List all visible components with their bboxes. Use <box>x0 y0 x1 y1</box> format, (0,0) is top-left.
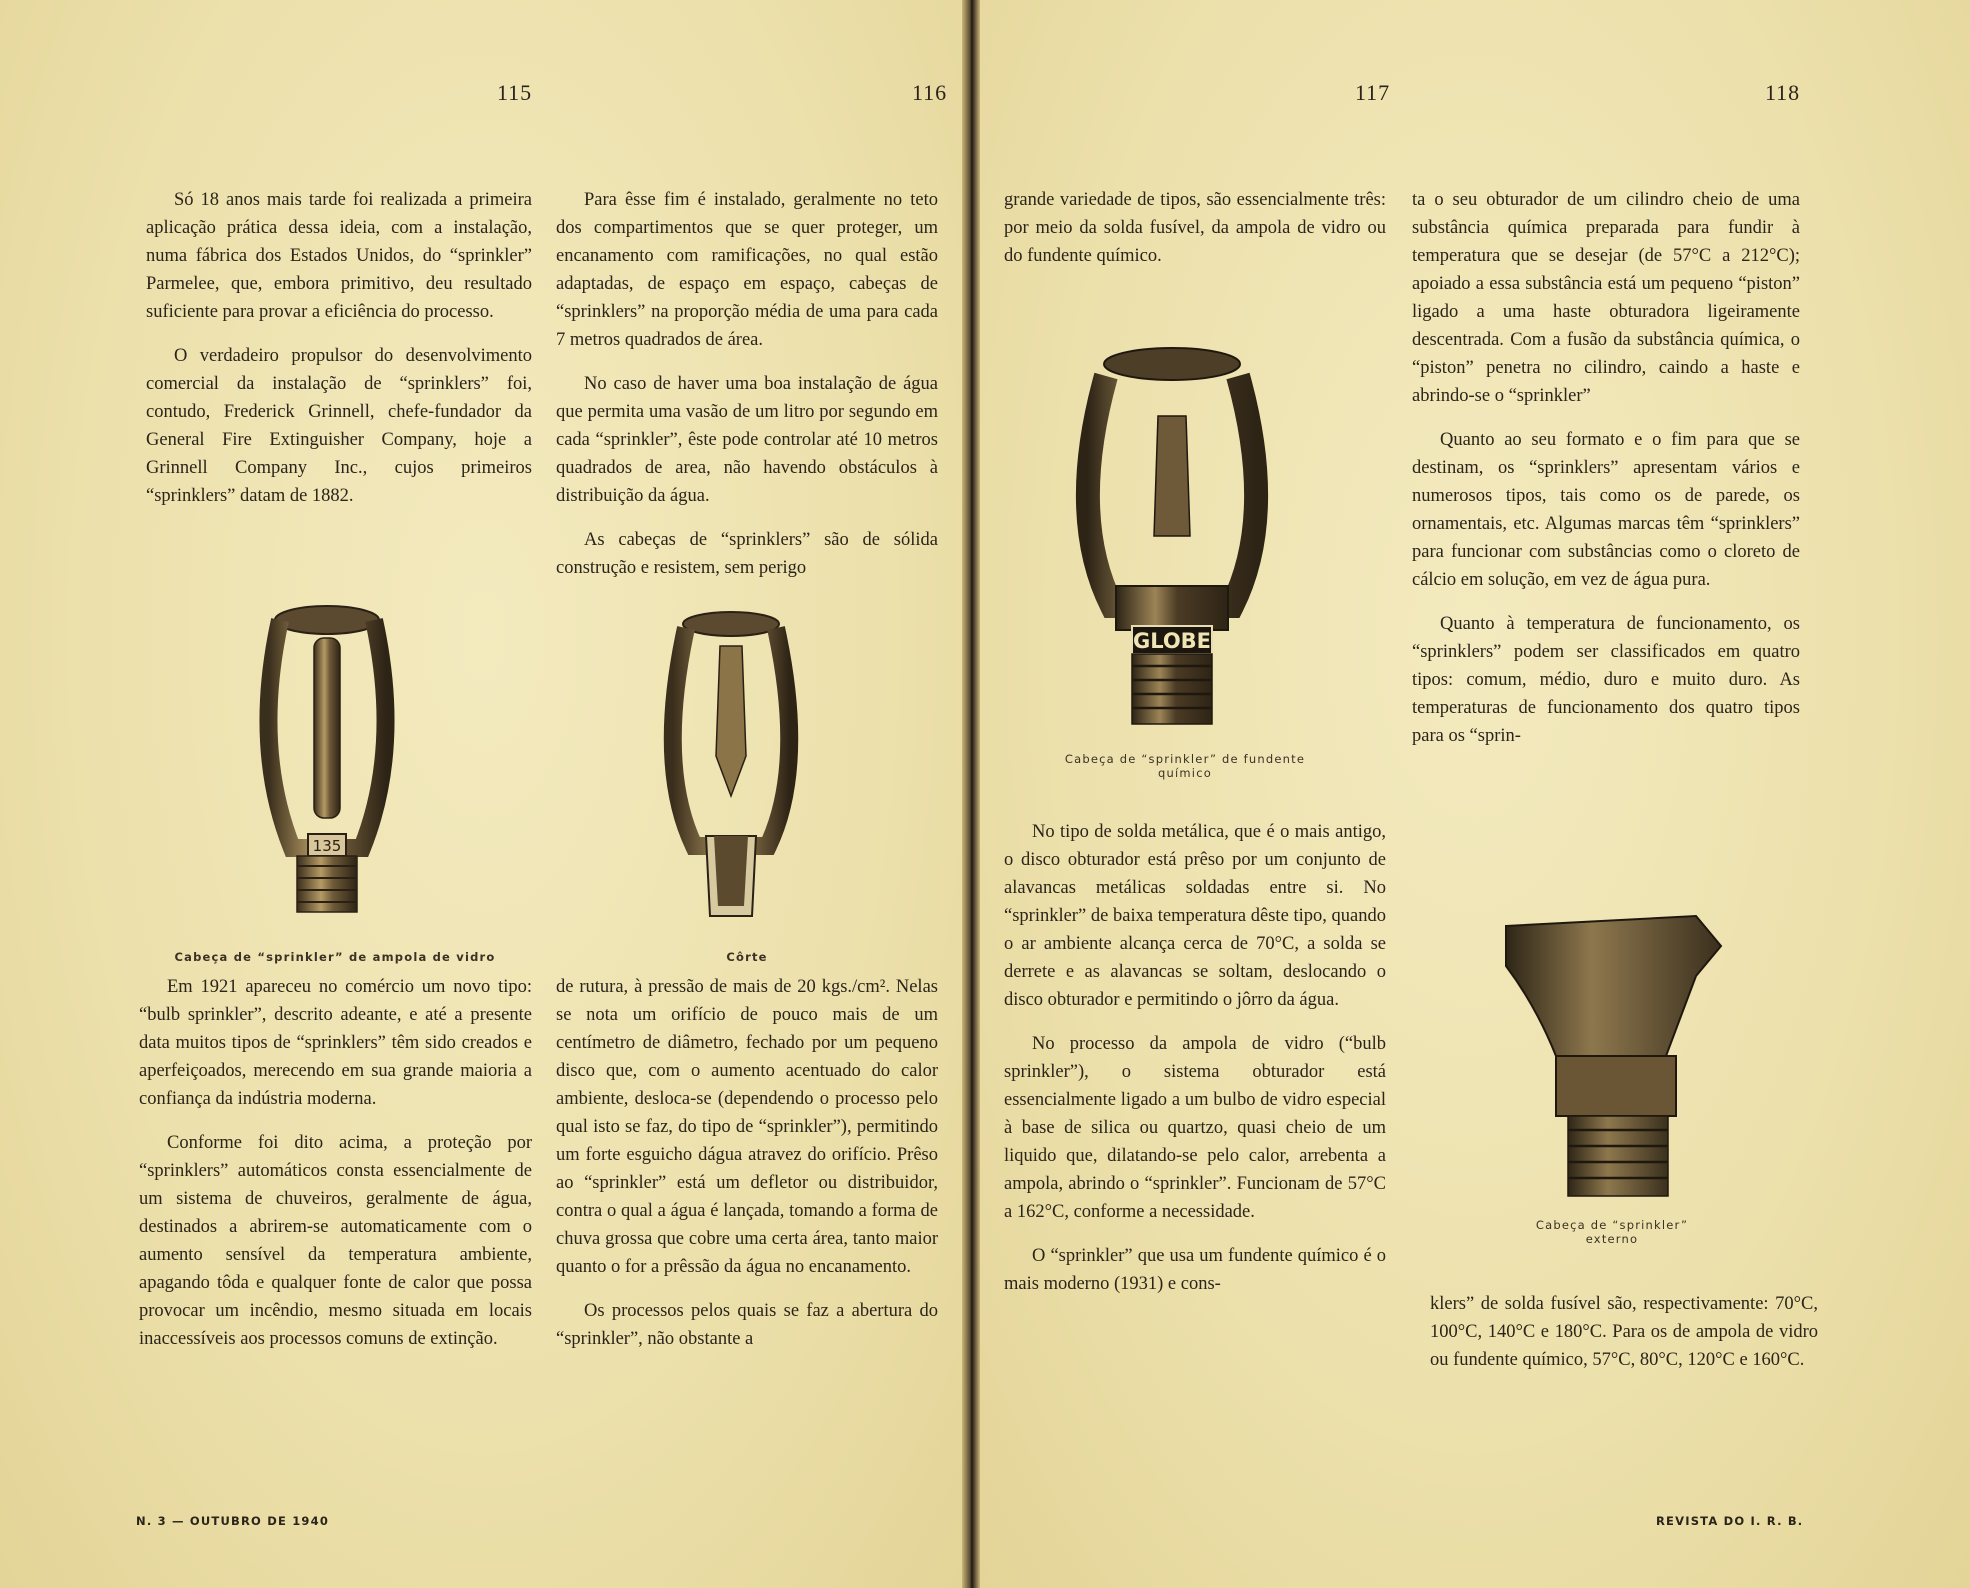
page-number-115: 115 <box>497 80 533 105</box>
footer-journal: REVISTA DO I. R. B. <box>1656 1514 1804 1528</box>
external-sprinkler-figure <box>1496 906 1726 1206</box>
caption-corte: Côrte <box>726 950 768 964</box>
paragraph: No processo da ampola de vidro (“bulb sprinkler”), o sistema obturador está essencialmente ligado a um bulbo de vidro especial à base de silica ou quartzo, quasi cheio de um liquido que, dilatando-se pelo calor, arrebenta a ampola, abrindo o “sprinkler”. Funcionam de 57°C a 162°C, conforme a necessidade. <box>1004 1034 1386 1222</box>
column-118-bottom <box>1430 1290 1818 1390</box>
column-117-bottom <box>1004 818 1386 1314</box>
paragraph: No tipo de solda metálica, que é o mais antigo, o disco obturador está prêso por um conjunto de alavancas metálicas soldadas entre si. No “sprinkler” de baixa temperatura dêste tipo, quando o ar ambiente alcança cerca de 70°C, a solda se derrete e as alavancas se soltam, deslocando o disco obturador e permitindo o jôrro da água. <box>1004 822 1386 1010</box>
column-115-top <box>146 186 532 526</box>
sprinkler-cutaway-figure <box>656 606 806 926</box>
page-number-116: 116 <box>912 80 948 105</box>
paragraph: Quanto ao seu formato e o fim para que se destinam, os “sprinklers” apresentam vários e numerosos tipos, tais como os de parede, os ornamentais, etc. Algumas marcas têm “sprinklers” para funcionar com substâncias como o cloreto de cálcio em solução, em vez de água pura. <box>1412 430 1800 590</box>
paragraph: de rutura, à pressão de mais de 20 kgs./cm². Nelas se nota um orifício de pouco mais de um centímetro de diâmetro, fechado por um pequeno disco que, com o aumento acentuado do calor ambiente, desloca-se (dependendo o processo pelo qual isto se faz, do tipo de “sprinkler”), permitindo um forte esguicho dágua atravez do orifício. Prêso ao “sprinkler” está um defletor ou distribuidor, contra o qual a água é lançada, tomando a forma de chuva grossa que cobre uma certa área, tanto maior quanto o for a prêssão da água no encanamento. <box>556 977 938 1277</box>
caption-chemical-sprinkler: Cabeça de “sprinkler” de fundente químico <box>1064 752 1306 780</box>
paragraph: Quanto à temperatura de funcionamento, os “sprinklers” podem ser classificados em quatro tipos: comum, médio, duro e muito duro. As temperaturas de funcionamento dos quatro tipos para os “sprin- <box>1412 614 1800 746</box>
paragraph: Conforme foi dito acima, a proteção por “sprinklers” automáticos consta essencialmente de um sistema de chuveiros, geralmente de água, destinados a abrirem-se automaticamente com o aumento sensível da temperatura ambiente, apagando tôda e qualquer fonte de calor que possa provocar um incêndio, mesmo situada em locais inaccessíveis aos processos comuns de extinção. <box>139 1133 532 1349</box>
bulb-sprinkler-figure <box>252 598 402 918</box>
paragraph: ta o seu obturador de um cilindro cheio de uma substância química preparada para fundir à temperatura que se desejar (de 57°C a 212°C); apoiado a essa substância está um pequeno “piston” ligado a uma haste obturadora ligeiramente descentrada. Com a fusão da substância química, o “piston” penetra no cilindro, caindo a haste e abrindo-se o “sprinkler” <box>1412 190 1800 406</box>
paragraph: O verdadeiro propulsor do desenvolvimento comercial da instalação de “sprinklers” foi, contudo, Frederick Grinnell, chefe-fundador da General Fire Extinguisher Company, hoje a Grinnell Company Inc., cujos primeiros “sprinklers” datam de 1882. <box>146 346 532 506</box>
caption-external-sprinkler: Cabeça de “sprinkler” externo <box>1535 1218 1689 1246</box>
page-number-117: 117 <box>1355 80 1391 105</box>
column-117-top <box>1004 186 1386 286</box>
page-number-118: 118 <box>1765 80 1801 105</box>
paragraph: grande variedade de tipos, são essencialmente três: por meio da solda fusível, da ampola de vidro ou do fundente químico. <box>1004 190 1386 266</box>
column-116-bottom <box>556 973 938 1369</box>
column-118-top <box>1412 186 1800 766</box>
book-gutter <box>962 0 980 1588</box>
paragraph: Só 18 anos mais tarde foi realizada a primeira aplicação prática dessa ideia, com a instalação, numa fábrica dos Estados Unidos, do “sprinkler” Parmelee, que, embora primitivo, deu resultado suficiente para provar a eficiência do processo. <box>146 190 532 322</box>
column-116-top <box>556 186 938 598</box>
bulb-badge-text: 135 <box>312 837 342 855</box>
paragraph: As cabeças de “sprinklers” são de sólida construção e resistem, sem perigo <box>556 530 938 578</box>
paragraph: O “sprinkler” que usa um fundente químico é o mais moderno (1931) e cons- <box>1004 1246 1386 1294</box>
footer-issue: N. 3 — OUTUBRO DE 1940 <box>136 1514 330 1528</box>
paragraph: Os processos pelos quais se faz a abertura do “sprinkler”, não obstante a <box>556 1301 938 1349</box>
paragraph: klers” de solda fusível são, respectivamente: 70°C, 100°C, 140°C e 180°C. Para os de ampola de vidro ou fundente químico, 57°C, 80°C, 120°C e 160°C. <box>1430 1294 1818 1370</box>
globe-sprinkler-figure <box>1072 336 1272 736</box>
column-115-bottom <box>139 973 532 1369</box>
paragraph: No caso de haver uma boa instalação de água que permita uma vasão de um litro por segundo em cada “sprinkler”, êste pode controlar até 10 metros quadrados de area, não havendo obstáculos à distribuição da água. <box>556 374 938 506</box>
globe-badge-text: GLOBE <box>1132 629 1212 653</box>
caption-bulb-sprinkler: Cabeça de “sprinkler” de ampola de vidro <box>174 950 496 964</box>
paragraph: Em 1921 apareceu no comércio um novo tipo: “bulb sprinkler”, descrito adeante, e até a presente data muitos tipos de “sprinklers” têm sido creados e aperfeiçoados, merecendo em sua grande maioria a confiança da indústria moderna. <box>139 977 532 1109</box>
paragraph: Para êsse fim é instalado, geralmente no teto dos compartimentos que se quer proteger, um encanamento com ramificações, no qual estão adaptadas, de espaço em espaço, cabeças de “sprinklers” na proporção média de uma para cada 7 metros quadrados de área. <box>556 190 938 350</box>
